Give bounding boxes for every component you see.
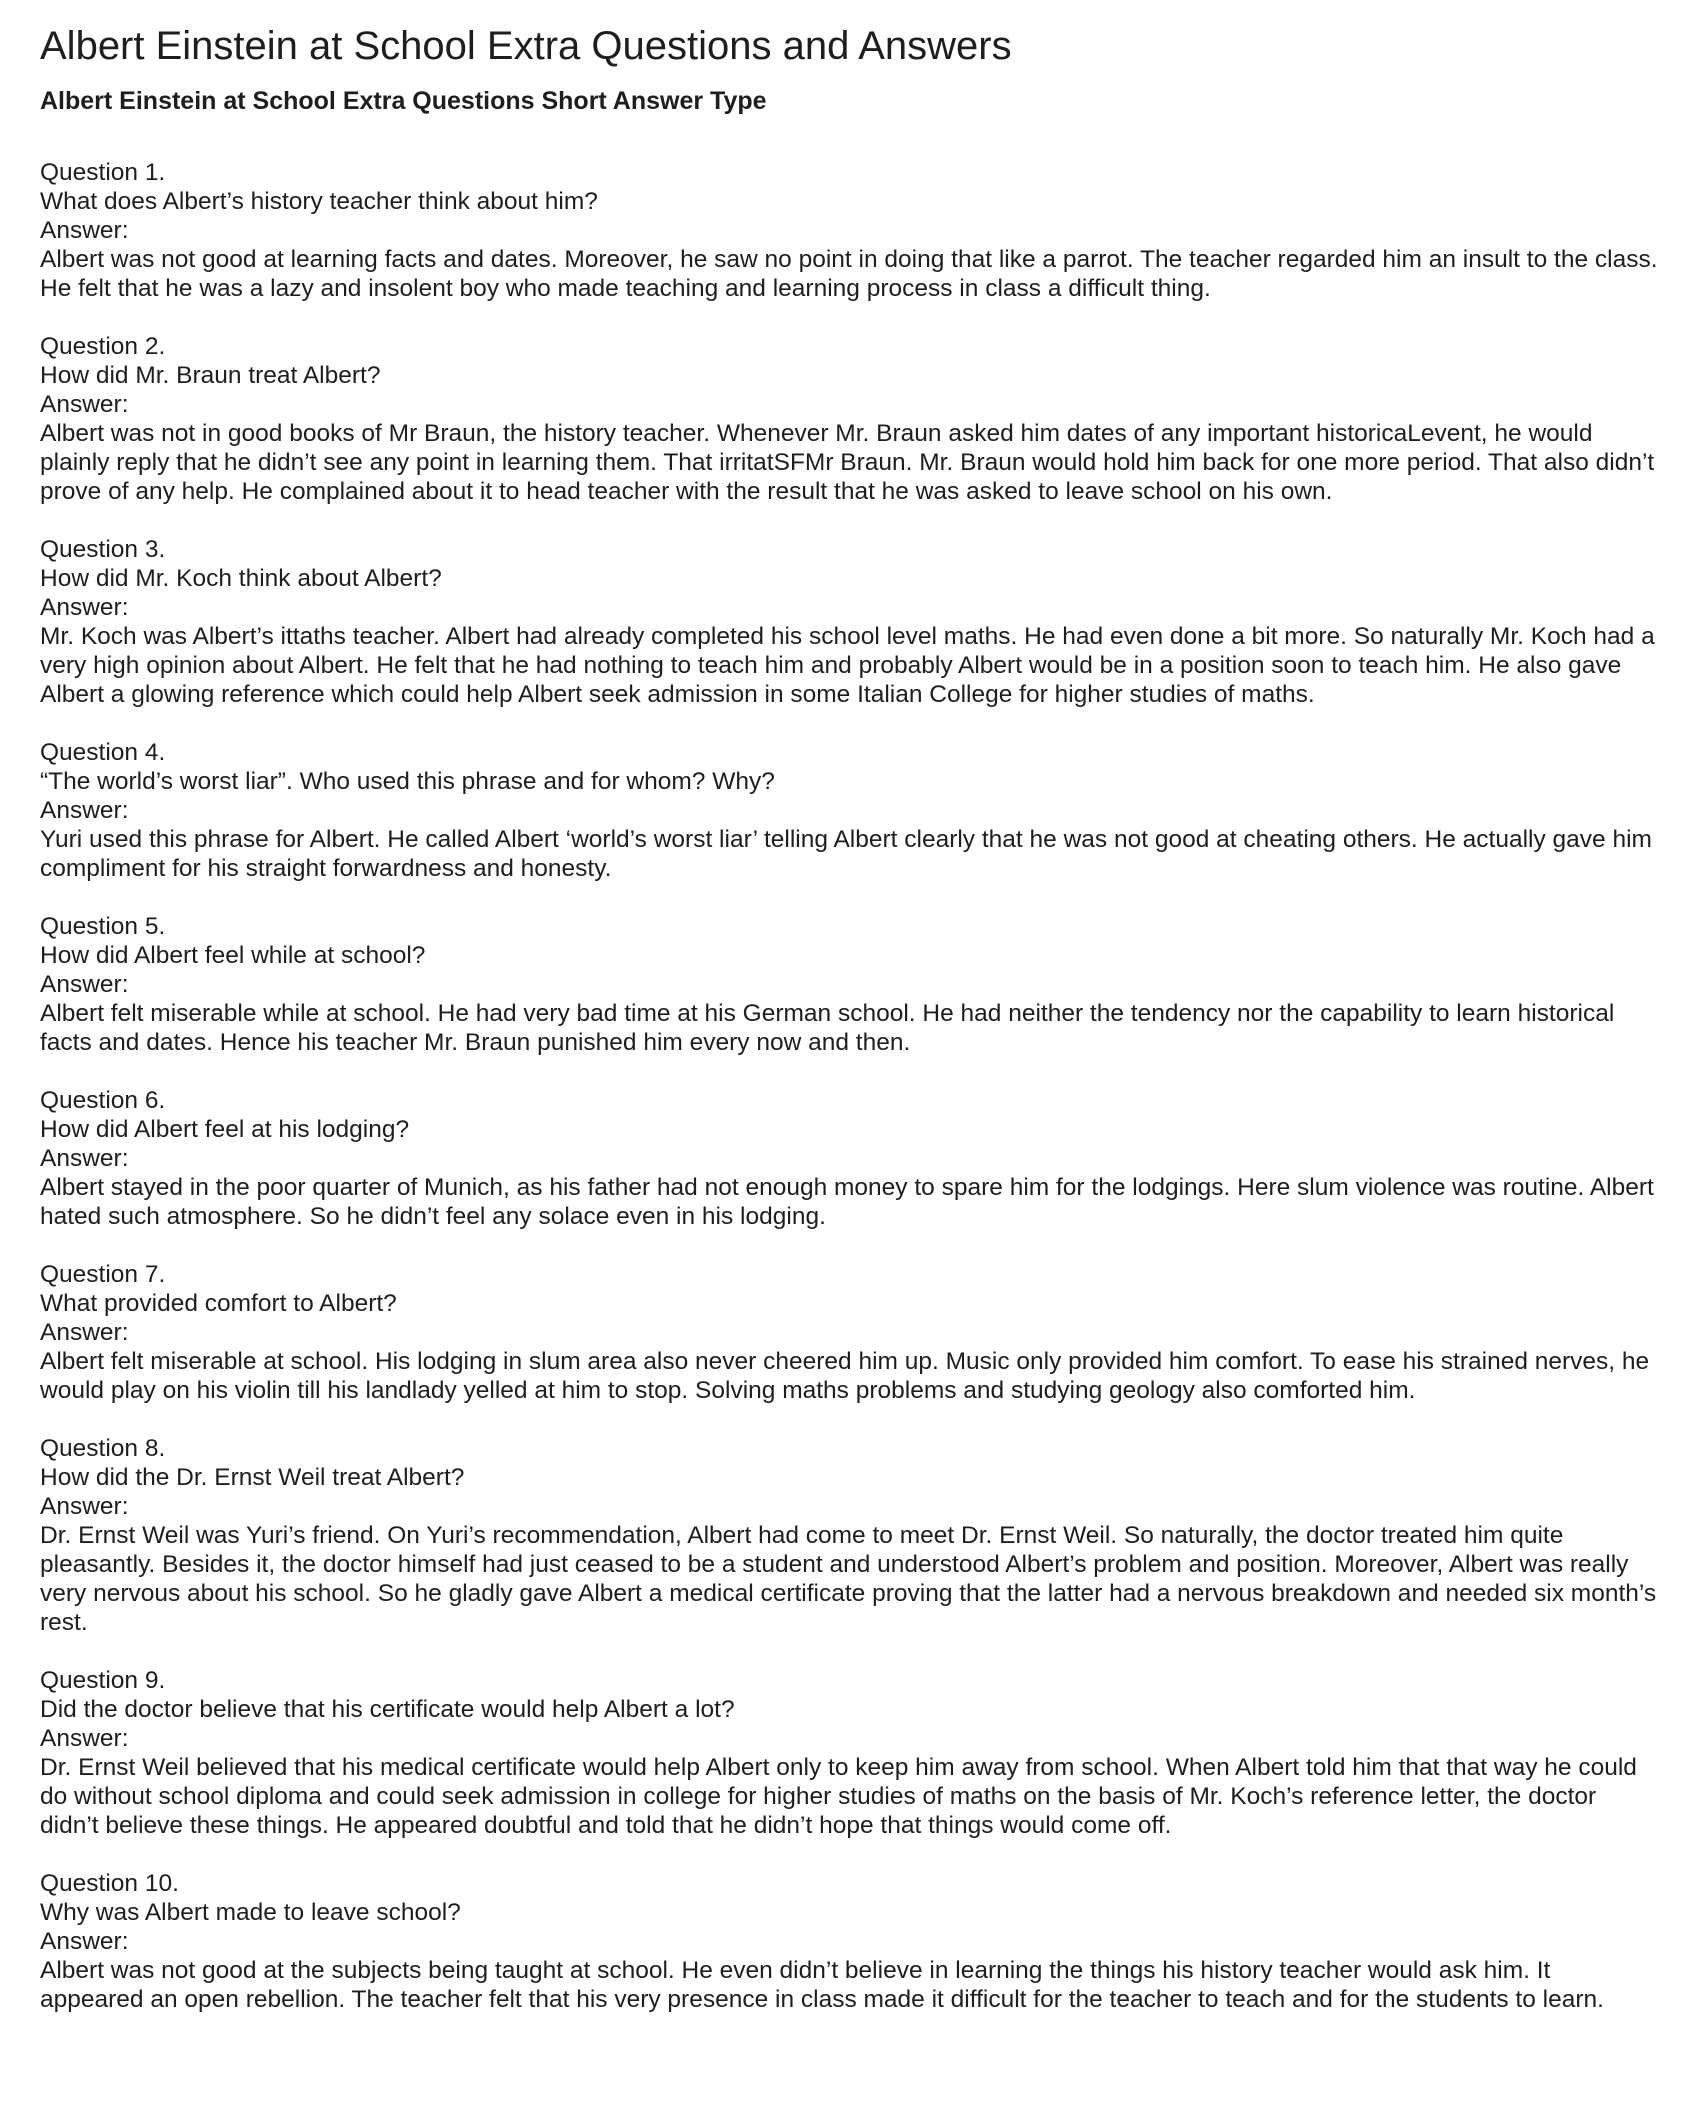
- qa-item: [40, 1434, 1660, 1637]
- answer-text: Albert felt miserable while at school. He had very bad time at his German school. He had neither the tendency nor the capability to learn historical facts and dates. Hence his teacher Mr. Braun punished him every now and then.: [40, 1000, 1615, 1056]
- answer-text: Mr. Koch was Albert’s ittaths teacher. Albert had already completed his school level maths. He had even done a bit more. So naturally Mr. Koch had a very high opinion about Albert. He felt that he had nothing to teach him and probably Albert would be in a position soon to teach him. He also gave Albert a glowing reference which could help Albert seek admission in some Italian College for higher studies of maths.: [40, 623, 1655, 708]
- question-number: Question 1.: [40, 159, 166, 186]
- answer-text: Yuri used this phrase for Albert. He called Albert ‘world’s worst liar’ telling Albert clearly that he was not good at cheating others. He actually gave him compliment for his straight forwardness and honesty.: [40, 826, 1652, 882]
- question-number: Question 2.: [40, 333, 166, 360]
- answer-label: Answer:: [40, 1493, 129, 1520]
- question-text: “The world’s worst liar”. Who used this phrase and for whom? Why?: [40, 768, 775, 795]
- answer-text: Albert was not good at the subjects being taught at school. He even didn’t believe in learning the things his history teacher would ask him. It appeared an open rebellion. The teacher felt that his very presence in class made it difficult for the teacher to teach and for the students to learn.: [40, 1957, 1604, 2013]
- question-number: Question 7.: [40, 1261, 166, 1288]
- answer-text: Albert was not in good books of Mr Braun, the history teacher. Whenever Mr. Braun asked him dates of any important historicaLevent, he would plainly reply that he didn’t see any point in learning them. That irritatSFMr Braun. Mr. Braun would hold him back for one more period. That also didn’t prove of any help. He complained about it to head teacher with the result that he was asked to leave school on his own.: [40, 420, 1655, 505]
- answer-text: Dr. Ernst Weil was Yuri’s friend. On Yuri’s recommendation, Albert had come to meet Dr. Ernst Weil. So naturally, the doctor treated him quite pleasantly. Besides it, the doctor himself had just ceased to be a student and understood Albert’s problem and position. Moreover, Albert was really very nervous about his school. So he gladly gave Albert a medical certificate proving that the latter had a nervous breakdown and needed six month’s rest.: [40, 1522, 1657, 1636]
- question-number: Question 6.: [40, 1087, 166, 1114]
- answer-label: Answer:: [40, 391, 129, 418]
- question-text: Why was Albert made to leave school?: [40, 1899, 461, 1926]
- question-text: What does Albert’s history teacher think about him?: [40, 188, 598, 215]
- qa-item: [40, 1666, 1660, 1840]
- answer-label: Answer:: [40, 1725, 129, 1752]
- answer-text: Dr. Ernst Weil believed that his medical certificate would help Albert only to keep him away from school. When Albert told him that that way he could do without school diploma and could seek admission in college for higher studies of maths on the basis of Mr. Koch’s reference letter, the doctor didn’t believe these things. He appeared doubtful and told that he didn’t hope that things would come off.: [40, 1754, 1637, 1839]
- page-title: Albert Einstein at School Extra Questions and Answers: [40, 24, 1012, 68]
- question-text: How did Albert feel at his lodging?: [40, 1116, 410, 1143]
- question-number: Question 5.: [40, 913, 166, 940]
- section-heading: Albert Einstein at School Extra Questions Short Answer Type: [40, 87, 767, 115]
- answer-label: Answer:: [40, 1319, 129, 1346]
- qa-item: [40, 738, 1660, 883]
- qa-item: [40, 1869, 1660, 2014]
- question-number: Question 8.: [40, 1435, 166, 1462]
- qa-item: [40, 535, 1660, 709]
- question-text: How did Mr. Koch think about Albert?: [40, 565, 442, 592]
- qa-item: [40, 1260, 1660, 1405]
- qa-item: [40, 1086, 1660, 1231]
- question-text: How did Albert feel while at school?: [40, 942, 426, 969]
- question-text: How did the Dr. Ernst Weil treat Albert?: [40, 1464, 465, 1491]
- question-number: Question 9.: [40, 1667, 166, 1694]
- qa-item: [40, 912, 1660, 1057]
- answer-text: Albert felt miserable at school. His lodging in slum area also never cheered him up. Music only provided him comfort. To ease his strained nerves, he would play on his violin till his landlady yelled at him to stop. Solving maths problems and studying geology also comforted him.: [40, 1348, 1650, 1404]
- question-text: How did Mr. Braun treat Albert?: [40, 362, 381, 389]
- question-text: Did the doctor believe that his certificate would help Albert a lot?: [40, 1696, 735, 1723]
- answer-label: Answer:: [40, 217, 129, 244]
- answer-label: Answer:: [40, 971, 129, 998]
- answer-text: Albert was not good at learning facts and dates. Moreover, he saw no point in doing that like a parrot. The teacher regarded him an insult to the class. He felt that he was a lazy and insolent boy who made teaching and learning process in class a difficult thing.: [40, 246, 1658, 302]
- question-text: What provided comfort to Albert?: [40, 1290, 397, 1317]
- answer-label: Answer:: [40, 797, 129, 824]
- question-list: [40, 158, 1660, 2014]
- answer-label: Answer:: [40, 1928, 129, 1955]
- qa-item: [40, 158, 1660, 303]
- question-number: Question 4.: [40, 739, 166, 766]
- qa-item: [40, 332, 1660, 506]
- question-number: Question 10.: [40, 1870, 179, 1897]
- answer-text: Albert stayed in the poor quarter of Munich, as his father had not enough money to spare him for the lodgings. Here slum violence was routine. Albert hated such atmosphere. So he didn’t feel any solace even in his lodging.: [40, 1174, 1654, 1230]
- answer-label: Answer:: [40, 1145, 129, 1172]
- question-number: Question 3.: [40, 536, 166, 563]
- answer-label: Answer:: [40, 594, 129, 621]
